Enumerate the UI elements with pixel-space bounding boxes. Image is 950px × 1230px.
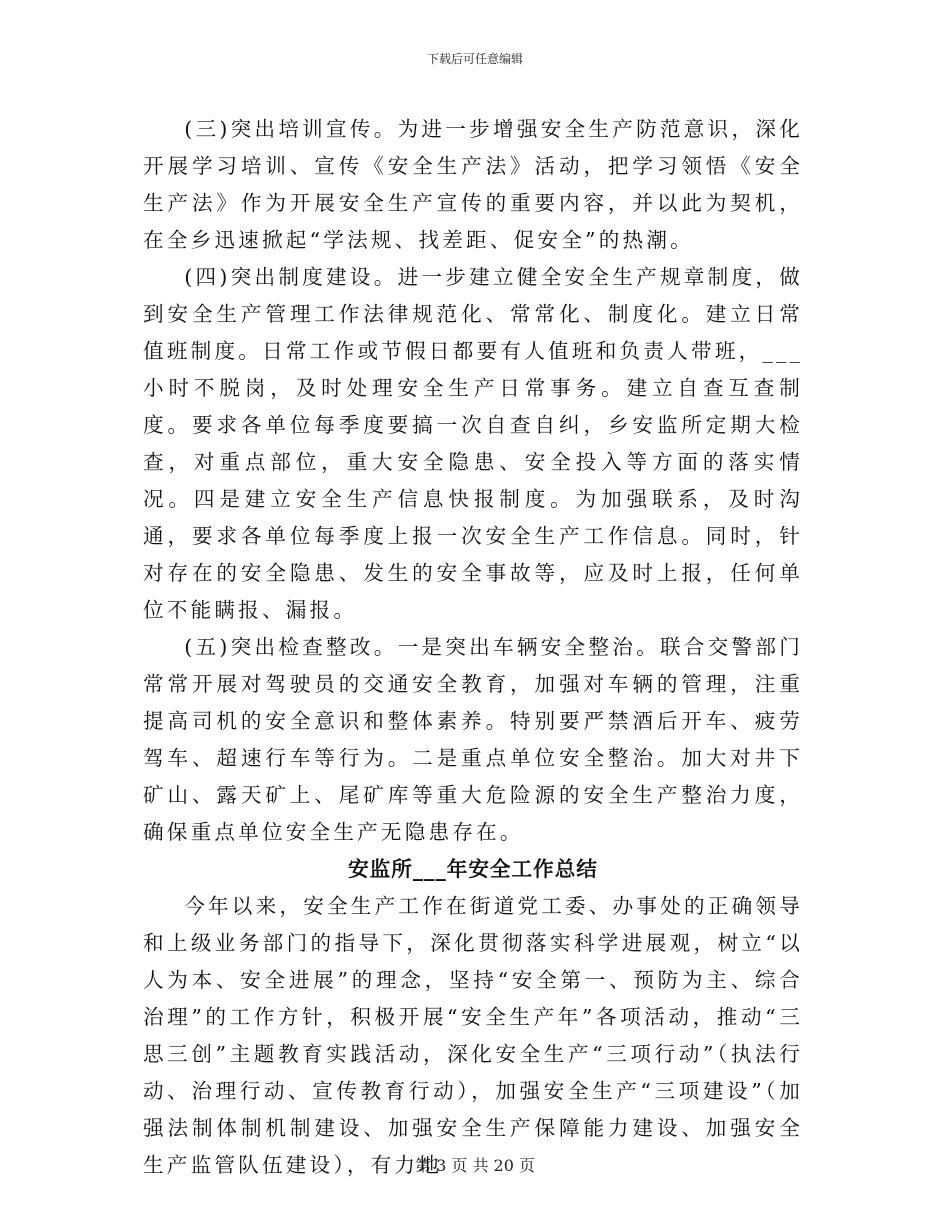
paragraph-system-building: (四)突出制度建设。进一步建立健全安全生产规章制度，做到安全生产管理工作法律规范化、常常化、制度化。建立日常值班制度。日常工作或节假日都要有人值班和负责人带班，___小时不脱岗，及时处理安全生产日常事务。建立自查互查制度。要求各单位每季度要搞一次自查自纠，乡安监所定期大检查，对重点部位，重大安全隐患、安全投入等方面的落实情况。四是建立安全生产信息快报制度。为加强联系，及时沟通，要求各单位每季度上报一次安全生产工作信息。同时，针对存在的安全隐患、发生的安全事故等，应及时上报，任何单位不能瞒报、漏报。 <box>143 265 803 622</box>
header-note: 下载后可任意编辑 <box>426 52 523 66</box>
page-number-footer: 第 3 页 共 20 页 <box>415 1156 535 1175</box>
document-body <box>143 111 803 1184</box>
paragraph-summary-intro: 今年以来，安全生产工作在街道党工委、办事处的正确领导和上级业务部门的指导下，深化贯彻落实科学进展观，树立“以人为本、安全进展”的理念，坚持“安全第一、预防为主、综合治理”的工作方针，积极开展“安全生产年”各项活动，推动“三思三创”主题教育实践活动，深化安全生产“三项行动”（执法行动、治理行动、宣传教育行动），加强安全生产“三项建设”（加强法制体制机制建设、加强安全生产保障能力建设、加强安全生产监管队伍建设），有力地 <box>143 894 803 1177</box>
section-title: 安监所___年安全工作总结 <box>348 857 598 881</box>
paragraph-inspection-rectification: (五)突出检查整改。一是突出车辆安全整治。联合交警部门常常开展对驾驶员的交通安全教育，加强对车辆的管理，注重提高司机的安全意识和整体素养。特别要严禁酒后开车、疲劳驾车、超速行车等行为。二是重点单位安全整治。加大对井下矿山、露天矿上、尾矿库等重大危险源的安全生产整治力度，确保重点单位安全生产无隐患存在。 <box>143 635 803 844</box>
paragraph-training-promotion: (三)突出培训宣传。为进一步增强安全生产防范意识，深化开展学习培训、宣传《安全生产法》活动，把学习领悟《安全生产法》作为开展安全生产宣传的重要内容，并以此为契机，在全乡迅速掀起“学法规、找差距、促安全”的热潮。 <box>143 117 803 252</box>
